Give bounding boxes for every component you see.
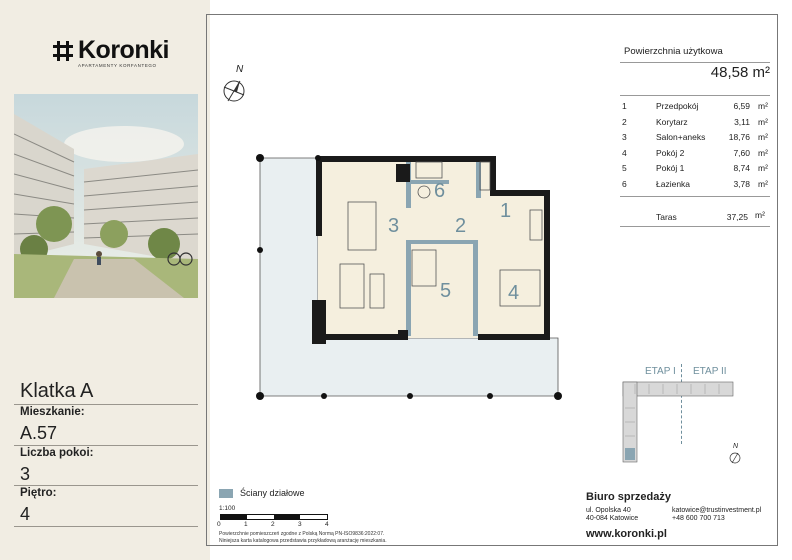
compass-icon [221,78,249,106]
room-row [622,117,772,133]
scale-bar [220,514,328,520]
scale-tick-3: 3 [298,521,302,528]
room-unit: m² [758,163,768,173]
stage-1-label: ETAP I [645,366,676,377]
divider [14,404,198,405]
divider [620,226,770,227]
rooms-count-label: Liczba pokoi: [20,447,94,459]
partition-walls-legend: Ściany działowe [240,488,305,498]
room-row [622,148,772,164]
room-unit: m² [758,178,768,189]
room-number: 6 [622,178,627,189]
room-number: 2 [622,116,627,127]
room-row [622,179,772,195]
keyplan-north-label: N [733,443,739,450]
divider [14,526,198,527]
room-row [622,101,772,117]
room-number: 3 [622,132,627,142]
sales-address-line-2: 40-084 Katowice [586,515,639,522]
room-label-6: 6 [434,180,446,202]
disclaimer-line-1: Powierzchnie pomieszczeń zgodne z Polską Normą PN-ISO9836:2022:07. [219,531,385,537]
floor-value: 4 [20,504,31,524]
room-area: 6,59 [733,101,750,111]
divider [620,95,770,96]
apartment-value: A.57 [20,423,58,443]
divider [620,196,770,197]
terrace-unit: m² [755,210,765,220]
room-number: 5 [622,163,627,173]
divider [14,485,198,486]
room-label-3: 3 [388,215,400,237]
room-number: 4 [622,147,627,158]
room-label-4: 4 [508,282,520,304]
room-label-2: 2 [455,215,467,237]
divider [620,62,770,63]
room-area: 8,74 [733,163,750,173]
scale-tick-0: 0 [217,521,221,528]
room-label-5: 5 [440,280,452,302]
divider [14,445,198,446]
key-plan [615,360,745,470]
site-plan-diagram [615,378,745,470]
logo-mark-icon [52,40,74,62]
rooms-table [622,101,772,194]
terrace-name: Taras [656,212,677,222]
stage-2-label: ETAP II [693,366,727,377]
partition-walls-swatch [219,489,233,498]
room-unit: m² [758,101,768,111]
room-name: Łazienka [656,178,691,189]
room-number: 1 [622,101,627,111]
room-name: Korytarz [656,116,688,127]
keyplan-compass-icon [729,452,741,464]
sales-email-link[interactable]: katowice@trustinvestment.pl [672,507,762,514]
scale-tick-2: 2 [271,521,275,528]
scale-title: 1:100 [219,505,236,512]
room-area: 3,11 [734,116,750,127]
usable-area-total: 48,58 m² [710,64,770,81]
brand-tagline: APARTAMENTY KORFANTEGO [78,63,157,68]
room-row [622,132,772,148]
room-label-1: 1 [500,200,512,222]
room-name: Przedpokój [656,101,699,111]
rooms-count-value: 3 [20,464,31,484]
scale-tick-4: 4 [325,521,329,528]
building-visualization [14,94,198,298]
room-unit: m² [758,132,768,142]
brand-name: Koronki [78,36,169,64]
room-unit: m² [758,116,768,127]
room-row [622,163,772,179]
room-area: 7,60 [733,147,750,158]
floor-label: Piętro: [20,487,57,499]
room-name: Pokój 1 [656,163,685,173]
disclaimer-line-2: Niniejsza karta katalogowa przedstawia przykładową aranżację mieszkania. [219,538,387,544]
info-panel [0,0,210,560]
sales-address-line-1: ul. Opolska 40 [586,507,631,514]
room-unit: m² [758,147,768,158]
apartment-floor [318,158,548,338]
usable-area-title: Powierzchnia użytkowa [624,46,723,57]
brand-logo [52,36,172,76]
sales-office-title: Biuro sprzedaży [586,491,671,503]
scale-tick-1: 1 [244,521,248,528]
sales-phone[interactable]: +48 600 700 713 [672,515,725,522]
room-name: Salon+aneks [656,132,706,142]
room-area: 18,76 [728,132,750,142]
stairwell-title: Klatka A [20,380,94,402]
floor-plan [248,150,568,406]
room-name: Pokój 2 [656,147,685,158]
room-area: 3,78 [733,178,750,189]
terrace-area: 37,25 [726,212,748,222]
website-link[interactable]: www.koronki.pl [586,528,667,540]
apartment-label: Mieszkanie: [20,406,85,418]
compass-north-label: N [236,64,244,75]
compass [221,66,251,110]
